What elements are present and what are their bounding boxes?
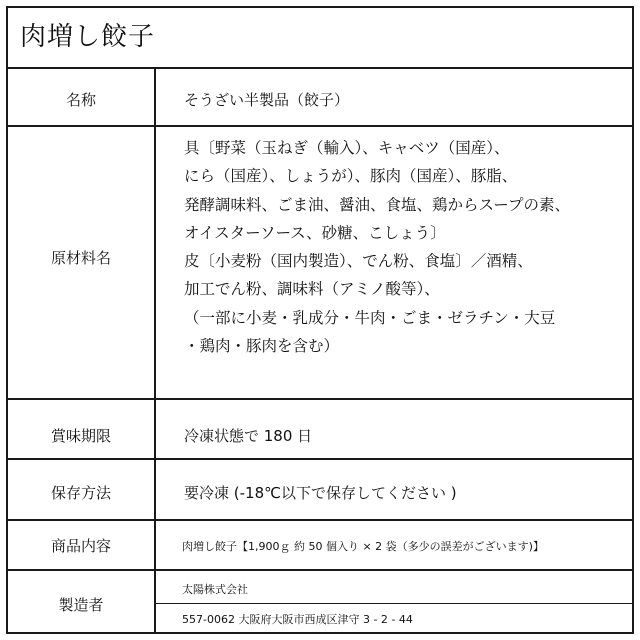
row-divider — [8, 519, 632, 521]
food-label-table — [6, 6, 634, 634]
storage-label: 保存方法 — [50, 484, 111, 502]
contents-value: 肉増し餃子【1,900ｇ 約 50 個入り × 2 袋（多少の誤差がございます)】 — [182, 540, 544, 553]
name-label: 名称 — [65, 91, 96, 109]
row-divider — [8, 569, 632, 571]
ingredients-line: にら（国産）、しょうが）、豚肉（国産）、豚脂、 — [184, 167, 518, 186]
column-divider — [154, 69, 156, 632]
row-divider — [8, 458, 632, 460]
row-divider — [8, 125, 632, 127]
ingredients-line: ・鶏肉・豚肉を含む） — [184, 337, 340, 356]
product-title: 肉増し餃子 — [20, 22, 156, 52]
manufacturer-company: 太陽株式会社 — [182, 583, 248, 596]
best-before-value: 冷凍状態で 180 日 — [184, 427, 313, 445]
ingredients-line: 発酵調味料、ごま油、醤油、食塩、鶏からスープの素、 — [184, 195, 570, 214]
ingredients-value — [184, 134, 570, 360]
manufacturer-address: 557-0062 大阪府大阪市西成区津守 3 - 2 - 44 — [182, 613, 413, 626]
title-row — [8, 8, 632, 69]
ingredients-line: 加工でん粉、調味料（アミノ酸等）、 — [184, 280, 440, 299]
manufacturer-label: 製造者 — [58, 596, 104, 614]
ingredients-line: オイスターソース、砂糖、こしょう〕 — [184, 223, 446, 242]
ingredients-label: 原材料名 — [50, 249, 111, 267]
manufacturer-divider — [156, 603, 632, 604]
storage-value: 要冷凍 (-18℃以下で保存してください ) — [184, 484, 457, 502]
name-value: そうざい半製品（餃子） — [184, 91, 350, 109]
contents-label: 商品内容 — [50, 537, 111, 555]
ingredients-line: （一部に小麦・乳成分・牛肉・ごま・ゼラチン・大豆 — [184, 308, 556, 327]
ingredients-line: 具〔野菜（玉ねぎ（輸入）、キャベツ（国産）、 — [184, 139, 510, 157]
ingredients-line: 皮〔小麦粉（国内製造）、でん粉、食塩〕／酒精、 — [184, 252, 533, 271]
row-divider — [8, 398, 632, 400]
best-before-label: 賞味期限 — [50, 427, 111, 445]
